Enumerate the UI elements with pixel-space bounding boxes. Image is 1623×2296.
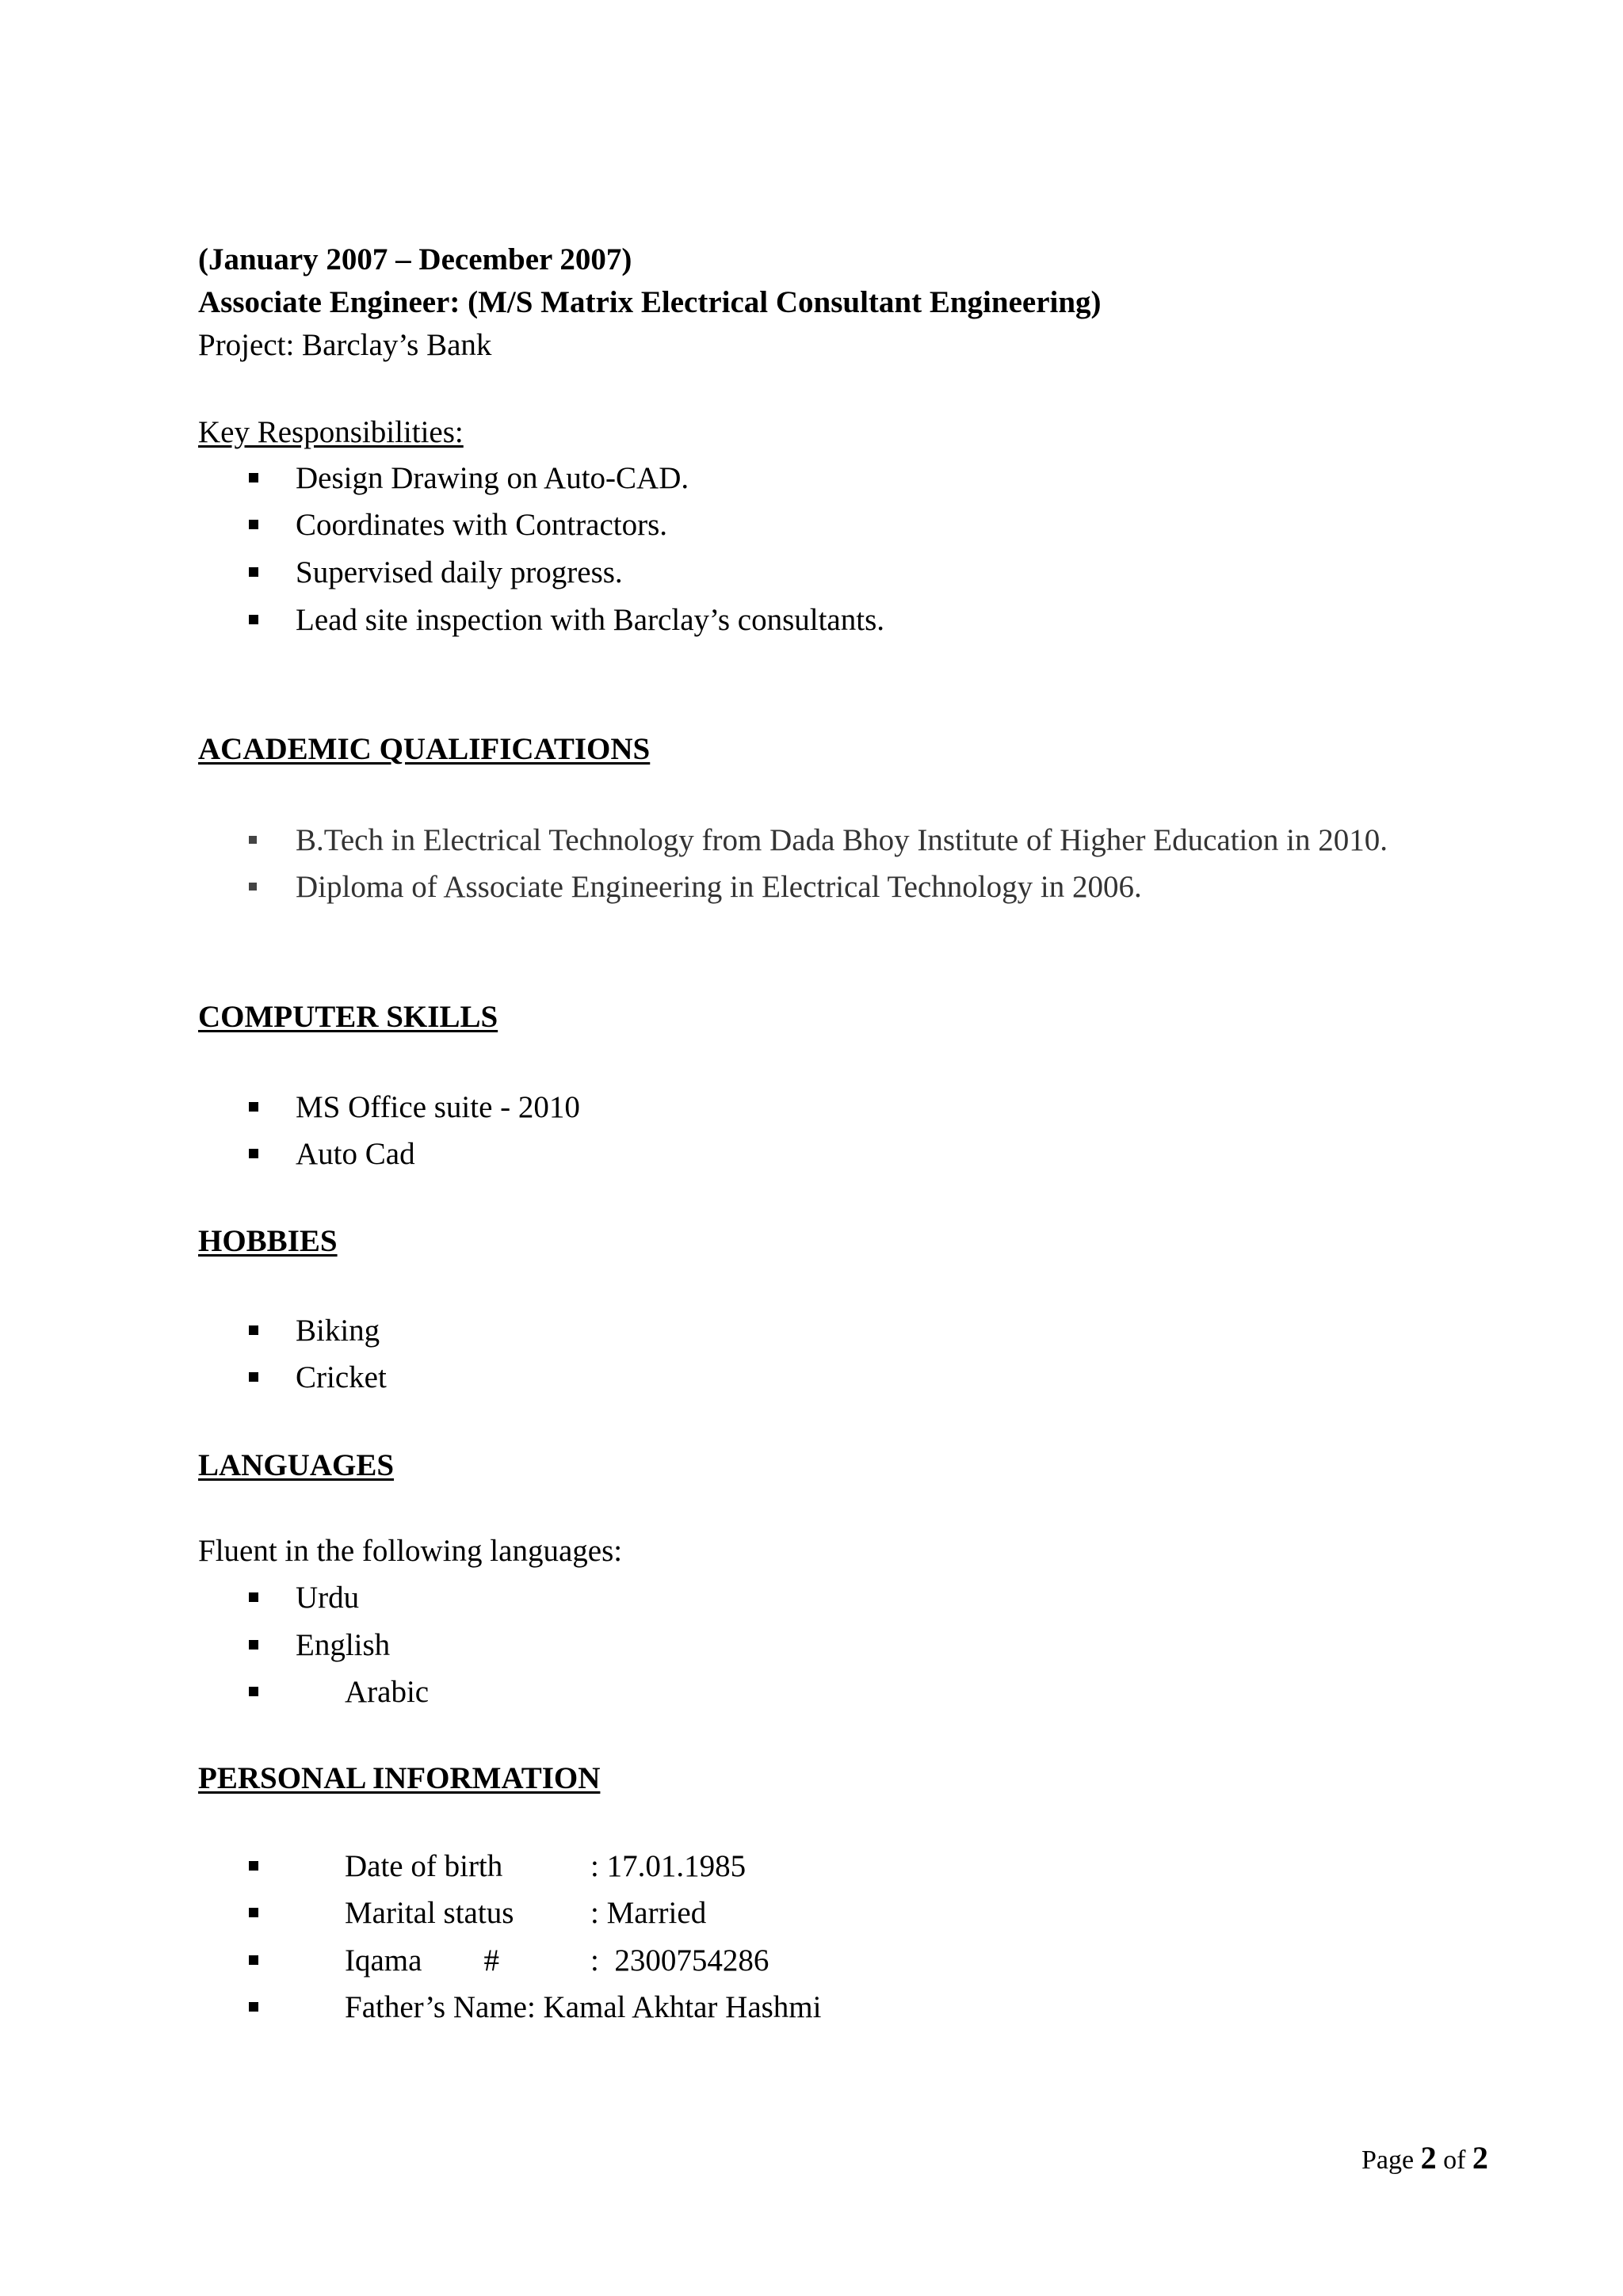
personal-label: Iqama #: [345, 1943, 499, 1978]
bullet-icon: [249, 1908, 258, 1917]
personal-heading: PERSONAL INFORMATION: [198, 1761, 601, 1795]
bullet-icon: [249, 1149, 258, 1158]
computer-heading: COMPUTER SKILLS: [198, 1000, 498, 1034]
page-number: [1361, 2139, 1488, 2180]
bullet-icon: [249, 1861, 258, 1871]
personal-value: : 17.01.1985: [590, 1849, 747, 1883]
bullet-icon: [249, 1372, 258, 1382]
responsibilities-label: Key Responsibilities:: [198, 415, 464, 449]
academic-heading: ACADEMIC QUALIFICATIONS: [198, 732, 651, 766]
bullet-icon: [249, 520, 258, 529]
hobby-item: Cricket: [296, 1360, 387, 1394]
bullet-icon: [249, 567, 258, 577]
bullet-icon: [249, 1955, 258, 1965]
languages-intro: Fluent in the following languages:: [198, 1534, 623, 1568]
bullet-icon: [249, 1687, 258, 1696]
bullet-icon: [249, 1640, 258, 1650]
academic-item: B.Tech in Electrical Technology from Dada Bhoy Institute of Higher Education in 2010.: [296, 823, 1388, 857]
computer-item: MS Office suite - 2010: [296, 1090, 580, 1124]
job-period: (January 2007 – December 2007): [198, 242, 632, 277]
page-total: 2: [1472, 2140, 1488, 2176]
responsibility-item: Supervised daily progress.: [296, 555, 623, 589]
personal-label: Marital status: [345, 1896, 514, 1930]
bullet-icon: [249, 883, 257, 891]
job-project: Project: Barclay’s Bank: [198, 328, 492, 362]
academic-item: Diploma of Associate Engineering in Electrical Technology in 2006.: [296, 870, 1142, 904]
personal-value: : 2300754286: [590, 1943, 769, 1978]
bullet-icon: [249, 1592, 258, 1602]
page-word: Page: [1361, 2145, 1415, 2175]
language-item: English: [296, 1628, 391, 1662]
job-title: Associate Engineer: (M/S Matrix Electrical Consultant Engineering): [198, 285, 1102, 319]
hobby-item: Biking: [296, 1314, 380, 1348]
personal-label: Date of birth: [345, 1849, 503, 1883]
computer-item: Auto Cad: [296, 1137, 415, 1171]
page-current: 2: [1420, 2140, 1437, 2176]
language-item: Urdu: [296, 1581, 360, 1615]
responsibility-item: Lead site inspection with Barclay’s consultants.: [296, 603, 884, 637]
personal-label: Father’s Name: Kamal Akhtar Hashmi: [345, 1990, 822, 2024]
bullet-icon: [249, 615, 258, 624]
languages-heading: LANGUAGES: [198, 1448, 395, 1482]
responsibility-item: Coordinates with Contractors.: [296, 508, 668, 542]
hobbies-heading: HOBBIES: [198, 1224, 338, 1258]
of-word: of: [1443, 2145, 1466, 2175]
personal-value: : Married: [590, 1896, 707, 1930]
bullet-icon: [249, 1102, 258, 1112]
responsibility-item: Design Drawing on Auto-CAD.: [296, 461, 689, 495]
bullet-icon: [249, 2002, 258, 2012]
bullet-icon: [249, 473, 258, 482]
bullet-icon: [249, 1325, 258, 1335]
language-item: Arabic: [345, 1675, 430, 1709]
bullet-icon: [249, 836, 257, 844]
